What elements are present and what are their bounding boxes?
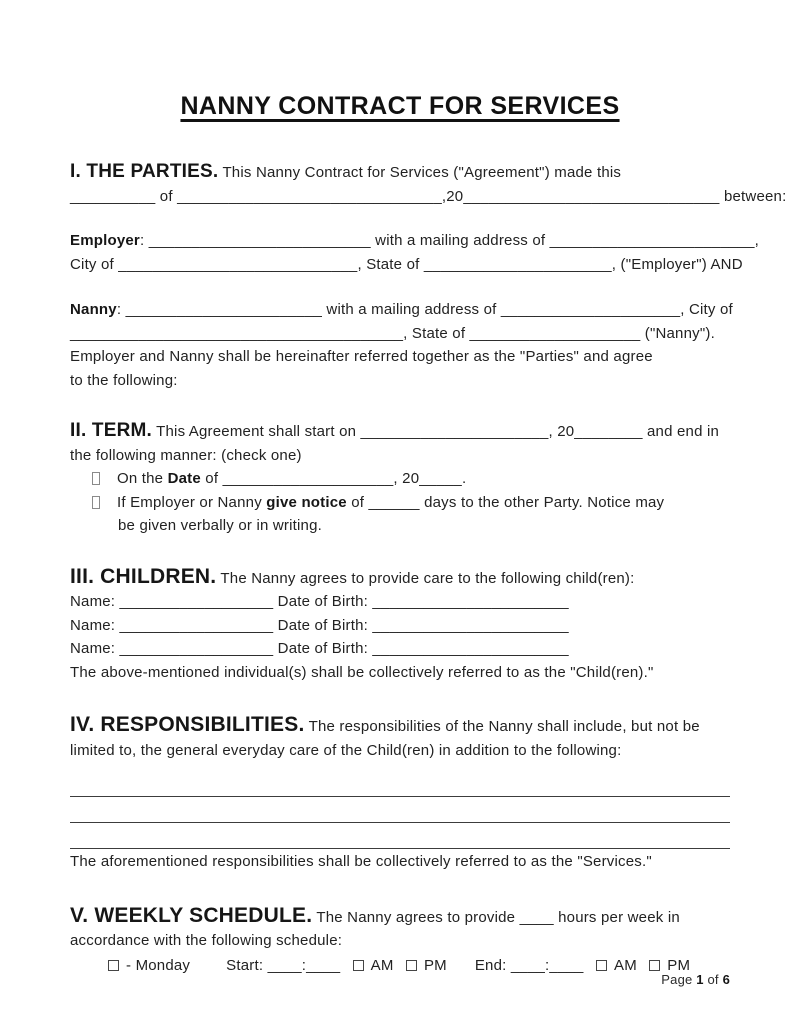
section-parties [70,160,787,392]
children-note: The above-mentioned individual(s) shall be collectively referred to as the "Child(ren)." [70,663,654,681]
children-intro-line [70,565,730,591]
schedule-intro-line [70,904,730,930]
section-children-heading: III. CHILDREN. [70,564,217,588]
end-am-checkbox[interactable] [596,960,607,971]
monday-start-group [226,954,447,978]
term-option-1 [92,467,730,491]
footer-page-prefix: Page [661,971,697,987]
term-option-2-continuation: be given verbally or in writing. [118,517,322,534]
nanny-state-line: _______________________________________, State of ____________________ ("Nanny"). [70,324,715,342]
parties-agree-line-2: to the following: [70,371,178,389]
term-option-2-text [117,491,664,515]
employer-line [70,229,760,253]
parties-agree-line-1: Employer and Nanny shall be hereinafter referred together as the "Parties" and agree [70,348,653,365]
children-intro-text: The Nanny agrees to provide care to the following child(ren): [216,569,635,587]
responsibilities-intro-line [70,713,730,739]
nanny-label: Nanny [70,301,117,318]
term-intro-line [70,419,730,444]
monday-end-group [475,954,690,978]
end-am-label: AM [613,956,637,974]
nanny-block [70,298,733,392]
responsibilities-blank-line-2[interactable] [70,797,730,823]
page-footer [661,968,730,992]
section-responsibilities-heading: IV. RESPONSIBILITIES. [70,713,305,736]
schedule-monday-row [108,954,730,978]
document-title [70,90,730,122]
term-option-2-checkbox[interactable] [92,496,100,509]
term-option-1-post: of ____________________, 20_____. [200,470,467,487]
monday-checkbox[interactable] [108,960,119,971]
employer-label: Employer [70,232,140,249]
child-row: Name: __________________ Date of Birth: _______________________ [70,593,569,610]
schedule-intro-text: The Nanny agrees to provide ____ hours per week in [312,908,680,926]
employer-block [70,229,760,276]
section-parties-heading: I. THE PARTIES. [70,161,219,182]
child-row: Name: __________________ Date of Birth: _______________________ [70,640,569,657]
term-option-2-pre: If Employer or Nanny [117,493,267,511]
term-option-1-text [117,467,466,491]
total-pages: 6 [722,971,730,987]
responsibilities-intro-text: The responsibilities of the Nanny shall include, but not be [304,718,700,735]
responsibilities-blank-line-1[interactable] [70,771,730,797]
term-intro-text: This Agreement shall start on ______________________, 20________ and end in [152,423,720,440]
section-children [70,565,730,685]
employer-city-line: City of ____________________________, State of ______________________, ("Employer") AND [70,255,743,273]
schedule-intro-line-2: accordance with the following schedule: [70,932,343,949]
term-option-2-bold: give notice [266,493,347,511]
term-manner-line: the following manner: (check one) [70,446,302,464]
start-am-label: AM [370,956,394,974]
term-option-1-bold: Date [167,470,201,487]
nanny-line-text: : _______________________ with a mailing address of _____________________, City of [116,301,733,318]
employer-line-text: : __________________________ with a mailing address of ________________________, [139,232,760,249]
section-term [70,419,730,538]
end-label: End: [474,956,507,974]
end-pm-label: PM [667,956,691,974]
start-pm-label: PM [423,956,447,974]
monday-label: - Monday [126,956,191,974]
term-option-2 [92,491,730,515]
end-time-blank[interactable]: ____:____ [510,956,584,974]
parties-date-line: __________ of _______________________________,20______________________________ between: [70,187,787,205]
page-number: 1 [696,971,704,987]
parties-intro-line [70,160,730,185]
responsibilities-blank-line-3[interactable] [70,823,730,849]
section-responsibilities [70,713,730,874]
end-pm-checkbox[interactable] [649,960,660,971]
child-row: Name: __________________ Date of Birth: _______________________ [70,616,569,634]
section-term-heading: II. TERM. [70,420,153,441]
start-time-blank[interactable]: ____:____ [267,956,341,974]
document-title-text: NANNY CONTRACT FOR SERVICES [180,92,620,120]
term-option-1-checkbox[interactable] [92,472,100,485]
footer-of: of [703,971,723,987]
responsibilities-intro-line-2: limited to, the general everyday care of the Child(ren) in addition to the following: [70,741,622,759]
start-am-checkbox[interactable] [353,960,364,971]
section-weekly-schedule-heading: V. WEEKLY SCHEDULE. [70,903,313,927]
start-pm-checkbox[interactable] [406,960,417,971]
term-option-2-post: of ______ days to the other Party. Notice may [346,493,665,511]
parties-intro-text: This Nanny Contract for Services ("Agreement") made this [218,164,622,181]
section-weekly-schedule [70,904,730,978]
nanny-line [70,298,733,322]
responsibilities-note: The aforementioned responsibilities shall be collectively referred to as the "Services." [70,853,652,870]
start-label: Start: [226,956,264,974]
term-option-1-pre: On the [117,470,168,487]
